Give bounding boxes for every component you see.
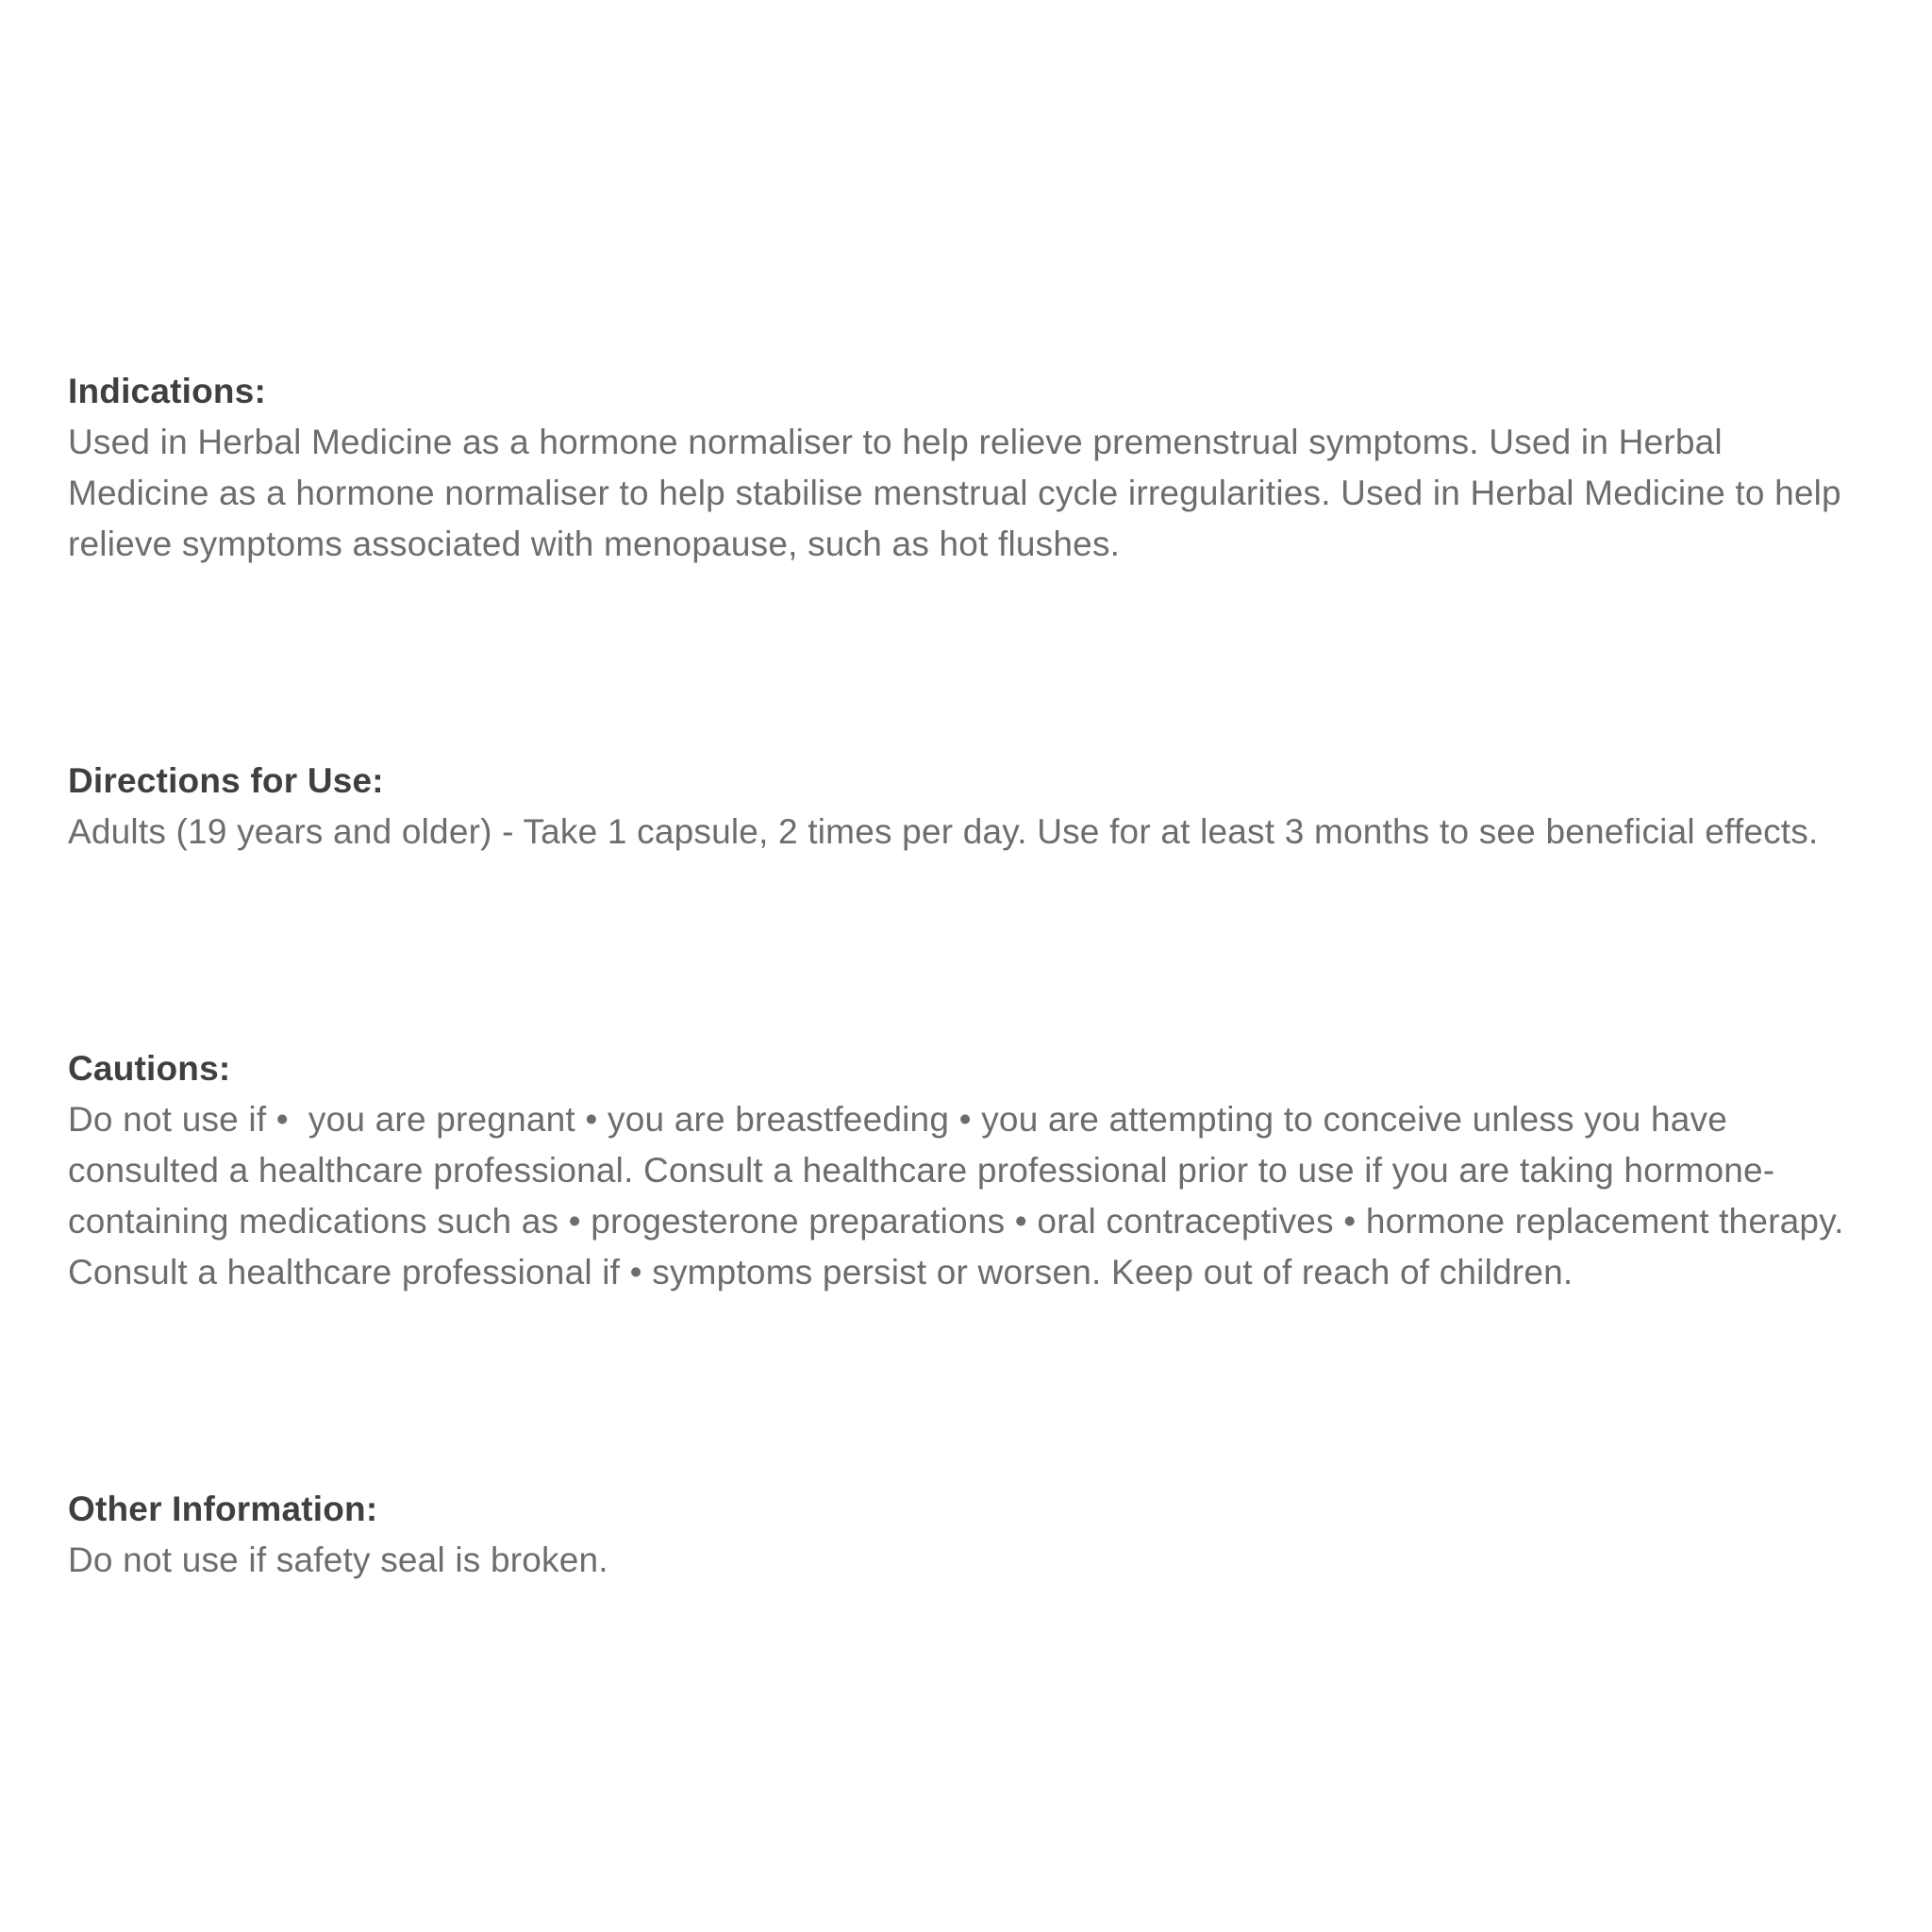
directions-for-use-heading: Directions for Use: bbox=[68, 761, 384, 800]
other-information-text: Do not use if safety seal is broken. bbox=[68, 1541, 608, 1579]
section-cautions bbox=[68, 1043, 1866, 1298]
section-other-information bbox=[68, 1484, 1866, 1586]
other-information-heading: Other Information: bbox=[68, 1490, 378, 1528]
indications-text: Used in Herbal Medicine as a hormone normaliser to help relieve premenstrual symptoms. Used in Herbal Medicine as a hormone normaliser to help stabilise menstrual cycle irregularities. Used in Herbal Medicine to help relieve symptoms associated with menopause, such as hot flushes. bbox=[68, 423, 1852, 563]
section-directions-for-use bbox=[68, 756, 1866, 858]
indications-heading: Indications: bbox=[68, 372, 267, 410]
directions-for-use-text: Adults (19 years and older) - Take 1 capsule, 2 times per day. Use for at least 3 months to see beneficial effects. bbox=[68, 812, 1819, 851]
section-indications bbox=[68, 366, 1866, 570]
cautions-heading: Cautions: bbox=[68, 1049, 231, 1088]
cautions-text: Do not use if • you are pregnant • you are breastfeeding • you are attempting to conceive unless you have consulted a healthcare professional. Consult a healthcare professional prior to use if you are taking hormone-containing medications such as • progesterone preparations • oral contraceptives • hormone replacement therapy. Consult a healthcare professional if • symptoms persist or worsen. Keep out of reach of children. bbox=[68, 1100, 1855, 1291]
